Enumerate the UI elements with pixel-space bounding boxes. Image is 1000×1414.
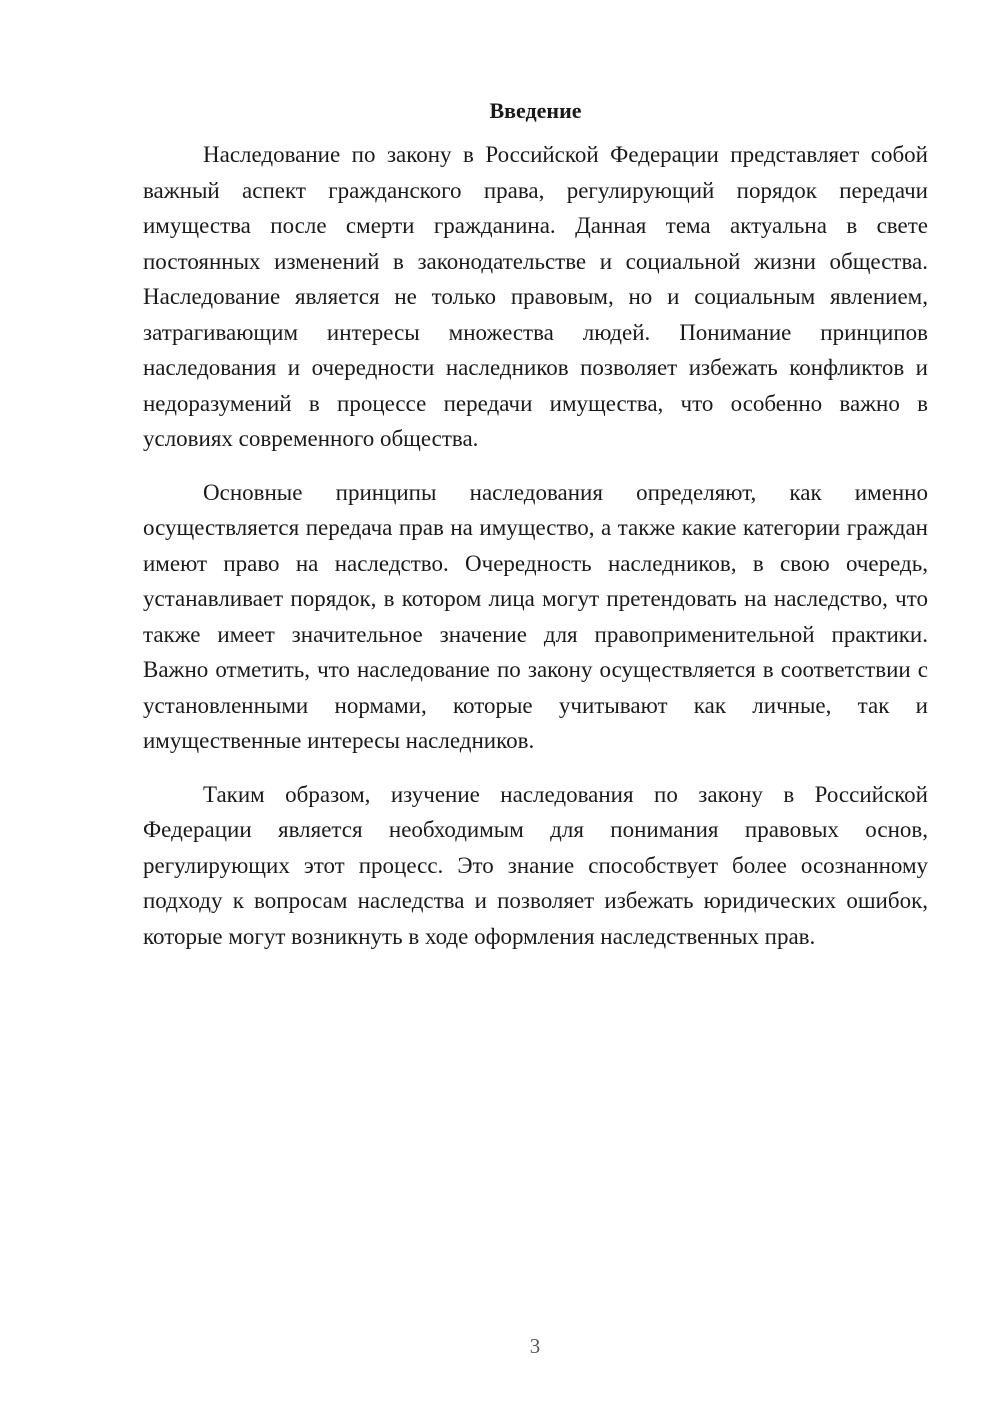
page-content — [143, 97, 928, 972]
page-number: 3 — [529, 1334, 541, 1358]
paragraph-1: Наследование по закону в Российской Федерации представляет собой важный аспект гражданского права, регулирующий порядок передачи имущества после смерти гражданина. Данная тема актуальна в свете постоянных изменений в законодательстве и социальной жизни общества. Наследование является не только правовым, но и социальным явлением, затрагивающим интересы множества людей. Понимание принципов наследования и очередности наследников позволяет избежать конфликтов и недоразумений в процессе передачи имущества, что особенно важно в условиях современного общества. — [143, 142, 928, 451]
paragraph-2: Основные принципы наследования определяют, как именно осуществляется передача прав на имущество, а также какие категории граждан имеют право на наследство. Очередность наследников, в свою очередь, устанавливает порядок, в котором лица могут претендовать на наследство, что также имеет значительное значение для правоприменительной практики. Важно отметить, что наследование по закону осуществляется в соответствии с установленными нормами, которые учитывают как личные, так и имущественные интересы наследников. — [143, 479, 928, 753]
section-title: Введение — [489, 98, 582, 123]
paragraph-3: Таким образом, изучение наследования по закону в Российской Федерации является необходимым для понимания правовых основ, регулирующих этот процесс. Это знание способствует более осознанному подходу к вопросам наследства и позволяет избежать юридических ошибок, которые могут возникнуть в ходе оформления наследственных прав. — [143, 781, 928, 949]
